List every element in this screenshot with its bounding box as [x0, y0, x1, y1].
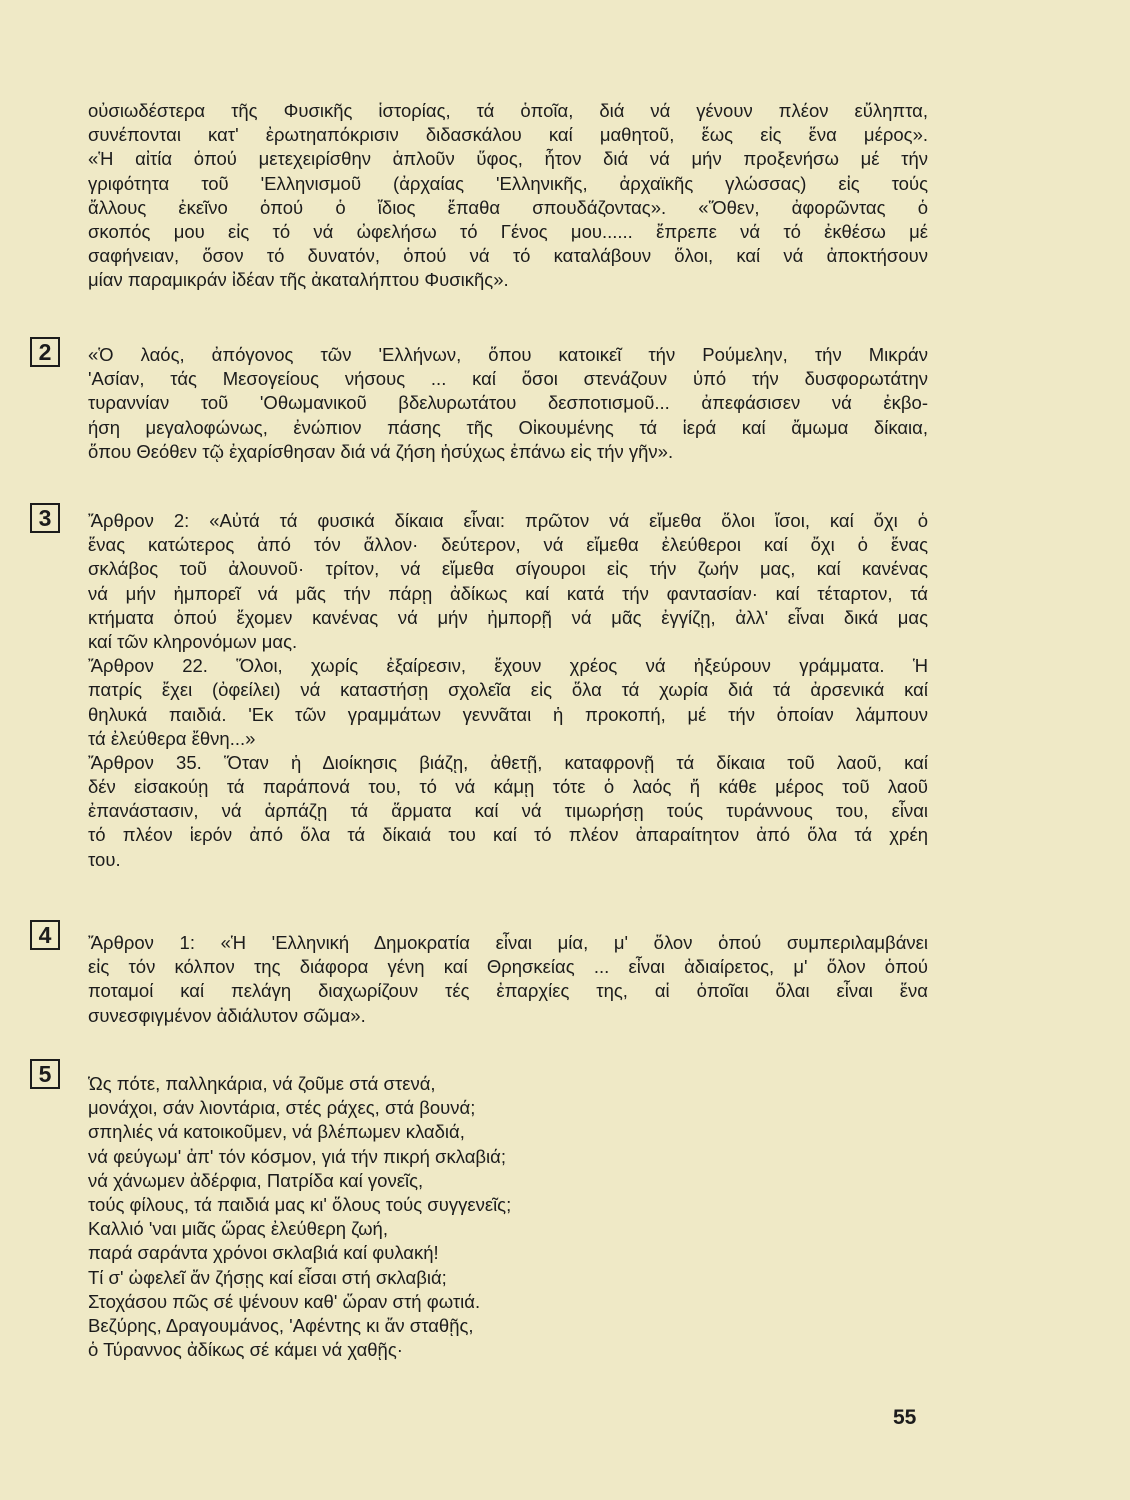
- poem-line: νά φεύγωμ' ἀπ' τόν κόσμον, γιά τήν πικρή σκλαβιά;: [88, 1145, 506, 1167]
- poem-line: ὁ Τύραννος ἀδίκως σέ κάμει νά χαθῇς·: [88, 1339, 403, 1361]
- section-number-box: 2: [30, 337, 60, 367]
- text-line: ποταμοί καί πελάγη διαχωρίζουν τές ἐπαρχίες της, αἱ ὁποῖαι ὅλαι εἶναι ἕνα: [88, 980, 928, 1002]
- text-line: συνέπονται κατ' ἐρωτηαπόκρισιν διδασκάλου καί μαθητοῦ, ἕως εἰς ἕνα μέρος».: [88, 124, 928, 146]
- poem-line: παρά σαράντα χρόνοι σκλαβιά καί φυλακή!: [88, 1242, 439, 1264]
- text-line: σαφήνειαν, ὅσον τό δυνατόν, ὁπού νά τό καταλάβουν ὅλοι, καί νά ἀποκτήσουν: [88, 245, 928, 267]
- text-line: ήση μεγαλοφώνως, ἐνώπιον πάσης τῆς Οἰκουμένης τά ἱερά καί ἄμωμα δίκαια,: [88, 416, 928, 438]
- section-number-box: 3: [30, 503, 60, 533]
- text-line: Ἄρθρον 2: «Αὐτά τά φυσικά δίκαια εἶναι: πρῶτον νά εἴμεθα ὅλοι ἴσοι, καί ὄχι ὁ: [88, 510, 928, 531]
- text-line: 'Ασίαν, τάς Μεσογείους νήσους ... καί ὅσοι στενάζουν ὑπό τήν δυσφορωτάτην: [88, 368, 928, 390]
- text-line: σκλάβος τοῦ ἀλουνοῦ· τρίτον, νά εἴμεθα σίγουροι εἰς τήν ζωήν μας, καί κανένας: [88, 558, 928, 580]
- text-line: ἕνας κατώτερος ἀπό τόν ἄλλον· δεύτερον, νά εἴμεθα ἐλεύθεροι καί ὄχι ὁ ἕνας: [88, 534, 928, 556]
- intro-paragraph: [88, 99, 928, 293]
- text-line: ὅπου Θεόθεν τῷ ἐχαρίσθησαν διά νά ζήση ἡσύχως ἐπάνω εἰς τήν γῆν».: [88, 440, 674, 462]
- text-line: ἐπανάστασιν, νά ἁρπάζῃ τά ἅρματα καί νά τιμωρήσῃ τούς τυράννους του, εἶναι: [88, 800, 928, 822]
- poem-line: μονάχοι, σάν λιοντάρια, στές ράχες, στά βουνά;: [88, 1097, 476, 1119]
- section-5-poem: [88, 1072, 928, 1362]
- section-4-text: [88, 931, 928, 1028]
- poem-line: τούς φίλους, τά παιδιά μας κι' ὅλους τούς συγγενεῖς;: [88, 1193, 512, 1215]
- text-line: «Ὁ λαός, ἀπόγονος τῶν 'Ελλήνων, ὅπου κατοικεῖ τήν Ρούμελην, τήν Μικράν: [88, 344, 928, 365]
- poem-line: Τί σ' ὠφελεῖ ἄν ζήσῃς καί εἶσαι στή σκλαβιά;: [88, 1266, 447, 1288]
- text-line: δέν εἰσακούῃ τά παράπονά του, τό νά κάμῃ τότε ὁ λαός ἤ κάθε μέρος τοῦ λαοῦ: [88, 776, 928, 798]
- poem-line: Καλλιό 'ναι μιᾶς ὥρας ἐλεύθερη ζωή,: [88, 1218, 388, 1240]
- poem-line: Στοχάσου πῶς σέ ψένουν καθ' ὥραν στή φωτιά.: [88, 1290, 481, 1312]
- text-line: γριφότητα τοῦ 'Ελληνισμοῦ (ἀρχαίας 'Ελληνικῆς, ἀρχαϊκῆς γλώσσας) εἰς τούς: [88, 172, 928, 194]
- poem-line: σπηλιές νά κατοικοῦμεν, νά βλέπωμεν κλαδιά,: [88, 1121, 465, 1143]
- text-line: κτήματα ὁπού ἔχομεν κανένας νά μήν ἠμπορῇ νά μᾶς ἐγγίζῃ, ἀλλ' εἶναι δικά μας: [88, 606, 928, 628]
- poem-line: νά χάνωμεν ἀδέρφια, Πατρίδα καί γονεῖς,: [88, 1169, 424, 1191]
- text-line: μίαν παραμικράν ἰδέαν τῆς ἀκαταλήπτου Φυσικῆς».: [88, 269, 509, 291]
- poem-line: Ὡς πότε, παλληκάρια, νά ζοῦμε στά στενά,: [88, 1073, 436, 1094]
- text-line: νά μήν ἠμπορεῖ νά μᾶς τήν πάρῃ ἀδίκως καί κατά τήν φαντασίαν· καί τέταρτον, τά: [88, 582, 928, 604]
- text-line: οὐσιωδέστερα τῆς Φυσικῆς ἱστορίας, τά ὁποῖα, διά νά γένουν πλέον εὔληπτα,: [88, 100, 928, 121]
- section-3-text: [88, 509, 928, 872]
- text-line: πατρίς ἔχει (ὀφείλει) νά καταστήσῃ σχολεῖα εἰς ὅλα τά χωρία διά τά ἀρσενικά καί: [88, 679, 928, 701]
- text-line: εἰς τόν κόλπον της διάφορα γένη καί Θρησκείας ... εἶναι ἀδιαίρετος, μ' ὅλον ὁπού: [88, 956, 928, 978]
- text-line: Ἄρθρον 22. Ὅλοι, χωρίς ἐξαίρεσιν, ἔχουν χρέος νά ἠξεύρουν γράμματα. Ἡ: [88, 655, 928, 677]
- poem-line: Βεζύρης, Δραγουμάνος, 'Αφέντης κι ἄν σταθῇς,: [88, 1314, 474, 1336]
- section-2-text: [88, 343, 928, 464]
- section-number-box: 5: [30, 1059, 60, 1089]
- text-line: καί τῶν κληρονόμων μας.: [88, 630, 298, 652]
- page-number: 55: [893, 1406, 917, 1429]
- text-line: συνεσφιγμένον ἀδιάλυτον σῶμα».: [88, 1004, 366, 1026]
- text-line: ἄλλους ἐκεῖνο ὁπού ὁ ἴδιος ἔπαθα σπουδάζοντας». «Ὅθεν, ἀφορῶντας ὁ: [88, 196, 928, 218]
- section-number-box: 4: [30, 920, 60, 950]
- text-line: τυραννίαν τοῦ 'Οθωμανικοῦ βδελυρωτάτου δεσποτισμοῦ... ἀπεφάσισεν νά ἐκβο-: [88, 392, 928, 414]
- text-line: του.: [88, 848, 121, 870]
- text-line: τό πλέον ἱερόν ἀπό ὅλα τά δίκαιά του καί τό πλέον ἀπαραίτητον ἀπό ὅλα τά χρέη: [88, 824, 928, 846]
- text-line: θηλυκά παιδιά. 'Εκ τῶν γραμμάτων γεννᾶται ἡ προκοπή, μέ τήν ὁποίαν λάμπουν: [88, 703, 928, 725]
- text-line: Ἄρθρον 35. Ὅταν ἡ Διοίκησις βιάζῃ, ἀθετῇ, καταφρονῇ τά δίκαια τοῦ λαοῦ, καί: [88, 751, 928, 773]
- text-line: τά ἐλεύθερα ἔθνη...»: [88, 727, 256, 749]
- text-line: «Ἡ αἰτία ὁπού μετεχειρίσθην ἁπλοῦν ὕφος, ἦτον διά νά μήν προξενήσω μέ τήν: [88, 148, 928, 170]
- text-line: Ἄρθρον 1: «Ἡ 'Ελληνική Δημοκρατία εἶναι μία, μ' ὅλον ὁπού συμπεριλαμβάνει: [88, 932, 928, 953]
- text-line: σκοπός μου εἰς τό νά ὠφελήσω τό Γένος μου...... ἔπρεπε νά τό ἐκθέσω μέ: [88, 220, 928, 242]
